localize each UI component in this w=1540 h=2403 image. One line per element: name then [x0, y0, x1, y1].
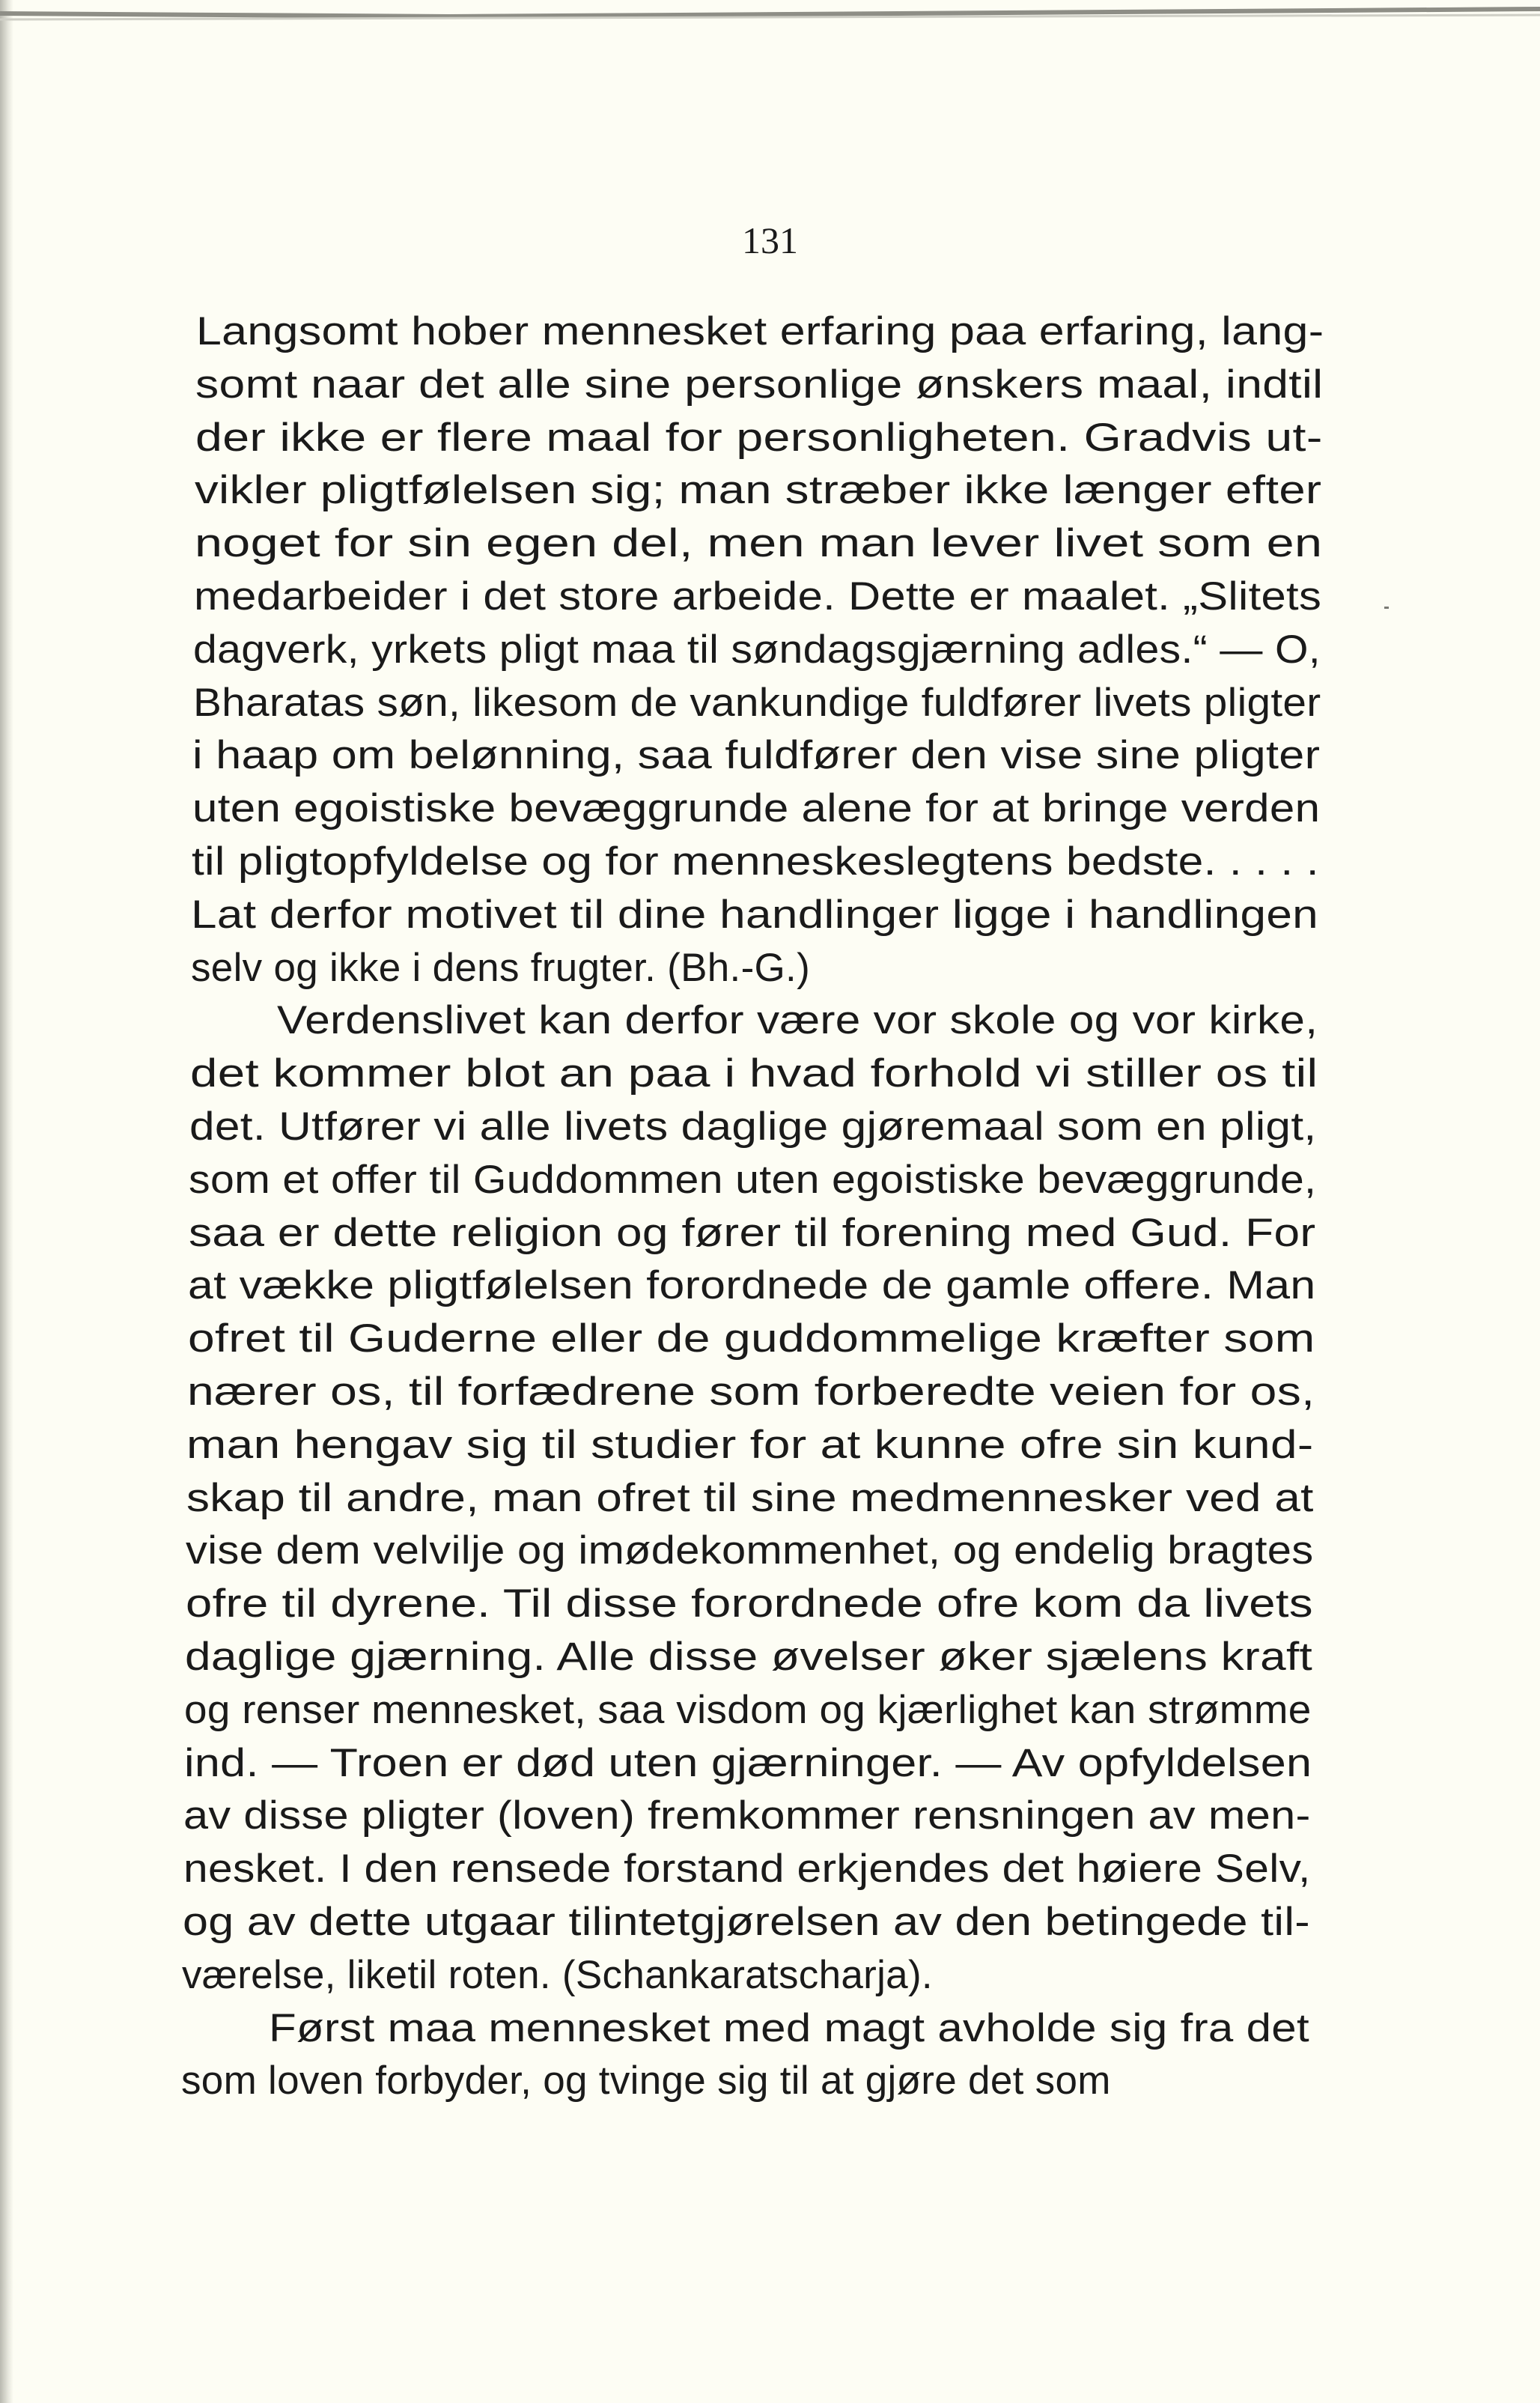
text-line: somt naar det alle sine personlige ønskers maal, indtil: [195, 362, 1324, 407]
text-line: det. Utfører vi alle livets daglige gjøremaal som en pligt,: [189, 1105, 1317, 1149]
text-line: selv og ikke i dens frugter. (Bh.-G.): [191, 946, 811, 990]
text-line: at vække pligtfølelsen forordnede de gamle offere. Man: [188, 1263, 1316, 1307]
text-line: som et offer til Guddommen uten egoistiske bevæggrunde,: [189, 1158, 1317, 1202]
text-line: der ikke er flere maal for personligheten. Gradvis ut-: [195, 416, 1323, 460]
text-line: Langsomt hober mennesket erfaring paa erfaring, lang-: [196, 309, 1324, 353]
text-line: dagverk, yrkets pligt maa til søndagsgjærning adles.“ — O,: [193, 628, 1321, 672]
text-line: daglige gjærning. Alle disse øvelser øker sjælens kraft: [185, 1635, 1313, 1679]
text-line: Bharatas søn, likesom de vankundige fuldfører livets pligter: [193, 681, 1321, 725]
text-line: ofre til dyrene. Til disse forordnede ofre kom da livets: [186, 1582, 1313, 1626]
text-line: til pligtopfyldelse og for menneskeslegtens bedste. . . . .: [192, 839, 1319, 884]
text-line: medarbeider i det store arbeide. Dette er maalet. „Slitets: [194, 574, 1322, 619]
text-line: vikler pligtfølelsen sig; man stræber ikke længer efter: [195, 468, 1322, 512]
text-line: man hengav sig til studier for at kunne ofre sin kund-: [186, 1423, 1314, 1467]
text-line: og av dette utgaar tilintetgjørelsen av den betingede til-: [183, 1900, 1310, 1944]
text-line: nærer os, til forfædrene som forberedte veien for os,: [187, 1370, 1315, 1414]
page-number: 131: [742, 219, 798, 261]
text-line: av disse pligter (loven) fremkommer rensningen av men-: [183, 1793, 1311, 1838]
text-line: og renser mennesket, saa visdom og kjærlighet kan strømme: [184, 1688, 1312, 1732]
text-line: nesket. I den rensede forstand erkjendes det høiere Selv,: [183, 1847, 1311, 1891]
text-line: saa er dette religion og fører til forening med Gud. For: [189, 1211, 1316, 1255]
text-line: i haap om belønning, saa fuldfører den vise sine pligter: [192, 733, 1321, 777]
text-line: noget for sin egen del, men man lever livet som en: [195, 521, 1323, 565]
text-line: Først maa mennesket med magt avholde sig fra det: [269, 2006, 1310, 2050]
text-line: det kommer blot an paa i hvad forhold vi stiller os til: [190, 1051, 1318, 1096]
margin-speck: [1384, 607, 1389, 609]
text-line: vise dem velvilje og imødekommenhet, og endelig bragtes: [186, 1528, 1314, 1573]
text-line: skap til andre, man ofret til sine medmennesker ved at: [186, 1476, 1314, 1520]
text-line: værelse, liketil roten. (Schankaratscharja).: [182, 1953, 933, 1997]
text-line: uten egoistiske bevæggrunde alene for at bringe verden: [192, 786, 1321, 830]
text-line: Lat derfor motivet til dine handlinger ligge i handlingen: [191, 893, 1319, 937]
text-line: ind. — Troen er død uten gjærninger. — Av opfyldelsen: [184, 1741, 1312, 1785]
text-line: som loven forbyder, og tvinge sig til at gjøre det som: [181, 2059, 1111, 2103]
text-line: Verdenslivet kan derfor være vor skole og vor kirke,: [277, 998, 1318, 1042]
text-line: ofret til Guderne eller de guddommelige kræfter som: [188, 1316, 1315, 1361]
